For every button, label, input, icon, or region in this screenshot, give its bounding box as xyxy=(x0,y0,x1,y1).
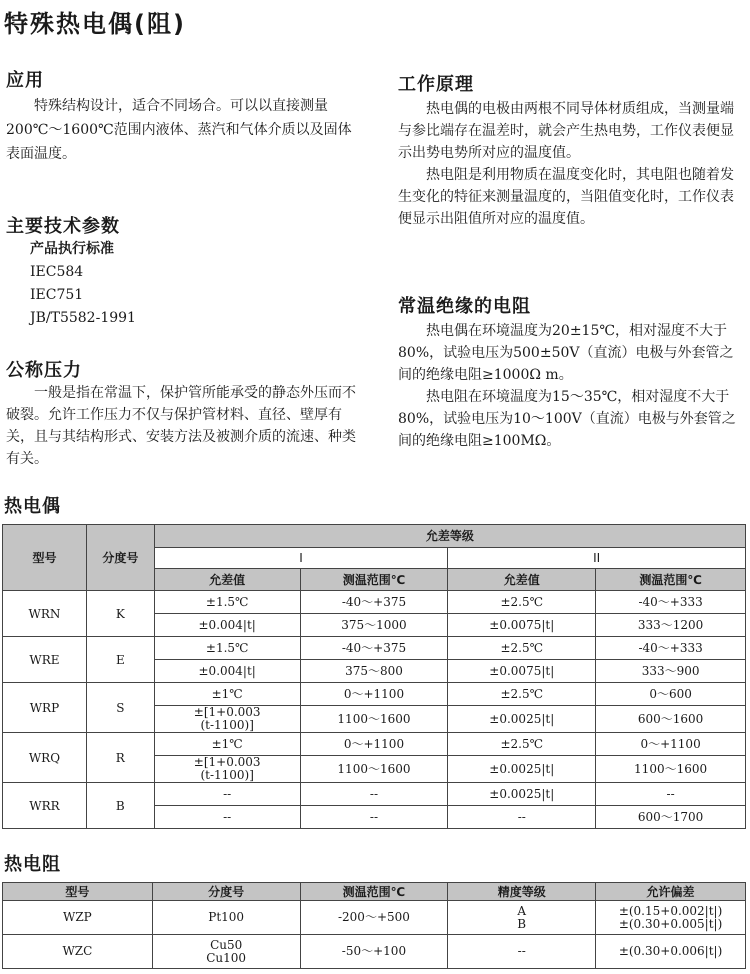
rtd-header: 允许偏差 xyxy=(596,883,746,901)
tolerance-1-cell: ±0.004|t| xyxy=(154,614,300,637)
range-1-cell: -40～+375 xyxy=(300,591,448,614)
pressure-heading: 公称压力 xyxy=(6,360,82,381)
thermocouple-table xyxy=(2,524,746,829)
principle-paragraph: 热电偶的电极由两根不同导体材质组成，当测量端与参比端存在温差时，就会产生热电势，工作仪表便显示出势电势所对应的温度值。 xyxy=(398,101,734,161)
tolerance-2-cell: ±2.5℃ xyxy=(448,683,596,706)
range-1-cell: 0～+1100 xyxy=(300,683,448,706)
range-2-cell: 0～600 xyxy=(596,683,746,706)
header-division: 分度号 xyxy=(86,525,154,591)
standards-list xyxy=(30,238,136,330)
principle-text xyxy=(398,98,744,230)
rtd-header: 精度等级 xyxy=(448,883,596,901)
header-range: 测温范围℃ xyxy=(300,569,448,591)
model-cell: WRE xyxy=(3,637,87,683)
tolerance-2-cell: ±2.5℃ xyxy=(448,637,596,660)
page-title: 特殊热电偶(阻) xyxy=(4,10,186,38)
application-text xyxy=(6,94,354,166)
header-model: 型号 xyxy=(3,525,87,591)
table-row xyxy=(3,683,746,706)
range-2-cell: 1100～1600 xyxy=(596,756,746,783)
pressure-paragraph: 一般是指在常温下，保护管所能承受的静态外压而不破裂。允许工作压力不仅与保护管材料、直径、壁厚有关，且与其结构形式、安装方法及被测介质的流速、种类有关。 xyxy=(6,385,356,467)
range-1-cell: 375～1000 xyxy=(300,614,448,637)
insulation-text xyxy=(398,320,744,452)
rtd-division-cell: Pt100 xyxy=(152,901,300,935)
rtd-model-cell: WZC xyxy=(3,935,153,969)
principle-heading: 工作原理 xyxy=(398,74,474,95)
tolerance-1-cell: ±1℃ xyxy=(154,683,300,706)
division-cell: B xyxy=(86,783,154,829)
specs-heading: 主要技术参数 xyxy=(6,216,120,237)
application-heading: 应用 xyxy=(6,70,44,91)
range-1-cell: -- xyxy=(300,806,448,829)
division-cell: R xyxy=(86,733,154,783)
rtd-division-cell: Cu50 Cu100 xyxy=(152,935,300,969)
rtd-range-cell: -50～+100 xyxy=(300,935,448,969)
range-1-cell: -40～+375 xyxy=(300,637,448,660)
thermocouple-heading: 热电偶 xyxy=(4,496,61,517)
tolerance-2-cell: ±0.0075|t| xyxy=(448,660,596,683)
tolerance-2-cell: -- xyxy=(448,806,596,829)
division-cell: S xyxy=(86,683,154,733)
range-1-cell: 1100～1600 xyxy=(300,706,448,733)
rtd-header: 型号 xyxy=(3,883,153,901)
model-cell: WRN xyxy=(3,591,87,637)
tolerance-1-cell: ±1.5℃ xyxy=(154,637,300,660)
tolerance-2-cell: ±2.5℃ xyxy=(448,733,596,756)
standard-item: IEC584 xyxy=(30,264,84,280)
tolerance-1-cell: ±0.004|t| xyxy=(154,660,300,683)
range-2-cell: -- xyxy=(596,783,746,806)
standard-item: IEC751 xyxy=(30,287,84,303)
header-tolerance: 允差值 xyxy=(154,569,300,591)
range-2-cell: 600～1700 xyxy=(596,806,746,829)
standard-item: JB/T5582-1991 xyxy=(30,310,136,326)
rtd-deviation-cell: ±(0.15+0.002|t|) ±(0.30+0.005|t|) xyxy=(596,901,746,935)
range-2-cell: 600～1600 xyxy=(596,706,746,733)
model-cell: WRR xyxy=(3,783,87,829)
header-tolerance: 允差值 xyxy=(448,569,596,591)
rtd-header: 测温范围℃ xyxy=(300,883,448,901)
range-2-cell: 333～1200 xyxy=(596,614,746,637)
header-class-2: II xyxy=(448,548,746,569)
model-cell: WRP xyxy=(3,683,87,733)
table-row xyxy=(3,783,746,806)
principle-paragraph: 热电阻是利用物质在温度变化时，其电阻也随着发生变化的特征来测量温度的，当阻值变化时，工作仪表便显示出阻值所对应的温度值。 xyxy=(398,167,734,227)
table-row xyxy=(3,591,746,614)
range-1-cell: -- xyxy=(300,783,448,806)
rtd-model-cell: WZP xyxy=(3,901,153,935)
table-row xyxy=(3,637,746,660)
tolerance-2-cell: ±2.5℃ xyxy=(448,591,596,614)
rtd-range-cell: -200～+500 xyxy=(300,901,448,935)
range-1-cell: 375～800 xyxy=(300,660,448,683)
insulation-paragraph: 热电阻在环境温度为15～35℃，相对湿度不大于80%，试验电压为10～100V（直流）电极与外套管之间的绝缘电阻≥100MΩ。 xyxy=(398,389,736,449)
tolerance-1-cell: ±[1+0.003 (t-1100)] xyxy=(154,756,300,783)
tolerance-1-cell: -- xyxy=(154,783,300,806)
insulation-paragraph: 热电偶在环境温度为20±15℃，相对湿度不大于80%，试验电压为500±50V（直流）电极与外套管之间的绝缘电阻≥1000Ω m。 xyxy=(398,323,734,383)
rtd-grade-cell: A B xyxy=(448,901,596,935)
tolerance-1-cell: ±[1+0.003 (t-1100)] xyxy=(154,706,300,733)
tolerance-2-cell: ±0.0075|t| xyxy=(448,614,596,637)
standards-subheading: 产品执行标准 xyxy=(30,241,114,257)
tolerance-1-cell: ±1℃ xyxy=(154,733,300,756)
application-paragraph: 特殊结构设计，适合不同场合。可以以直接测量200℃～1600℃范围内液体、蒸汽和气体介质以及固体表面温度。 xyxy=(6,98,352,162)
tolerance-1-cell: ±1.5℃ xyxy=(154,591,300,614)
range-2-cell: 333～900 xyxy=(596,660,746,683)
insulation-heading: 常温绝缘的电阻 xyxy=(398,296,531,317)
model-cell: WRQ xyxy=(3,733,87,783)
table-row xyxy=(3,901,746,935)
range-2-cell: -40～+333 xyxy=(596,637,746,660)
range-2-cell: -40～+333 xyxy=(596,591,746,614)
tolerance-1-cell: -- xyxy=(154,806,300,829)
division-cell: E xyxy=(86,637,154,683)
division-cell: K xyxy=(86,591,154,637)
range-1-cell: 0～+1100 xyxy=(300,733,448,756)
tolerance-2-cell: ±0.0025|t| xyxy=(448,756,596,783)
range-2-cell: 0～+1100 xyxy=(596,733,746,756)
tolerance-2-cell: ±0.0025|t| xyxy=(448,783,596,806)
rtd-grade-cell: -- xyxy=(448,935,596,969)
table-row xyxy=(3,733,746,756)
tolerance-2-cell: ±0.0025|t| xyxy=(448,706,596,733)
header-tolerance-class: 允差等级 xyxy=(154,525,745,548)
pressure-text xyxy=(6,382,362,470)
range-1-cell: 1100～1600 xyxy=(300,756,448,783)
rtd-header: 分度号 xyxy=(152,883,300,901)
header-range: 测温范围℃ xyxy=(596,569,746,591)
table-row xyxy=(3,935,746,969)
rtd-deviation-cell: ±(0.30+0.006|t|) xyxy=(596,935,746,969)
rtd-heading: 热电阻 xyxy=(4,854,61,875)
header-class-1: I xyxy=(154,548,448,569)
rtd-table xyxy=(2,882,746,969)
